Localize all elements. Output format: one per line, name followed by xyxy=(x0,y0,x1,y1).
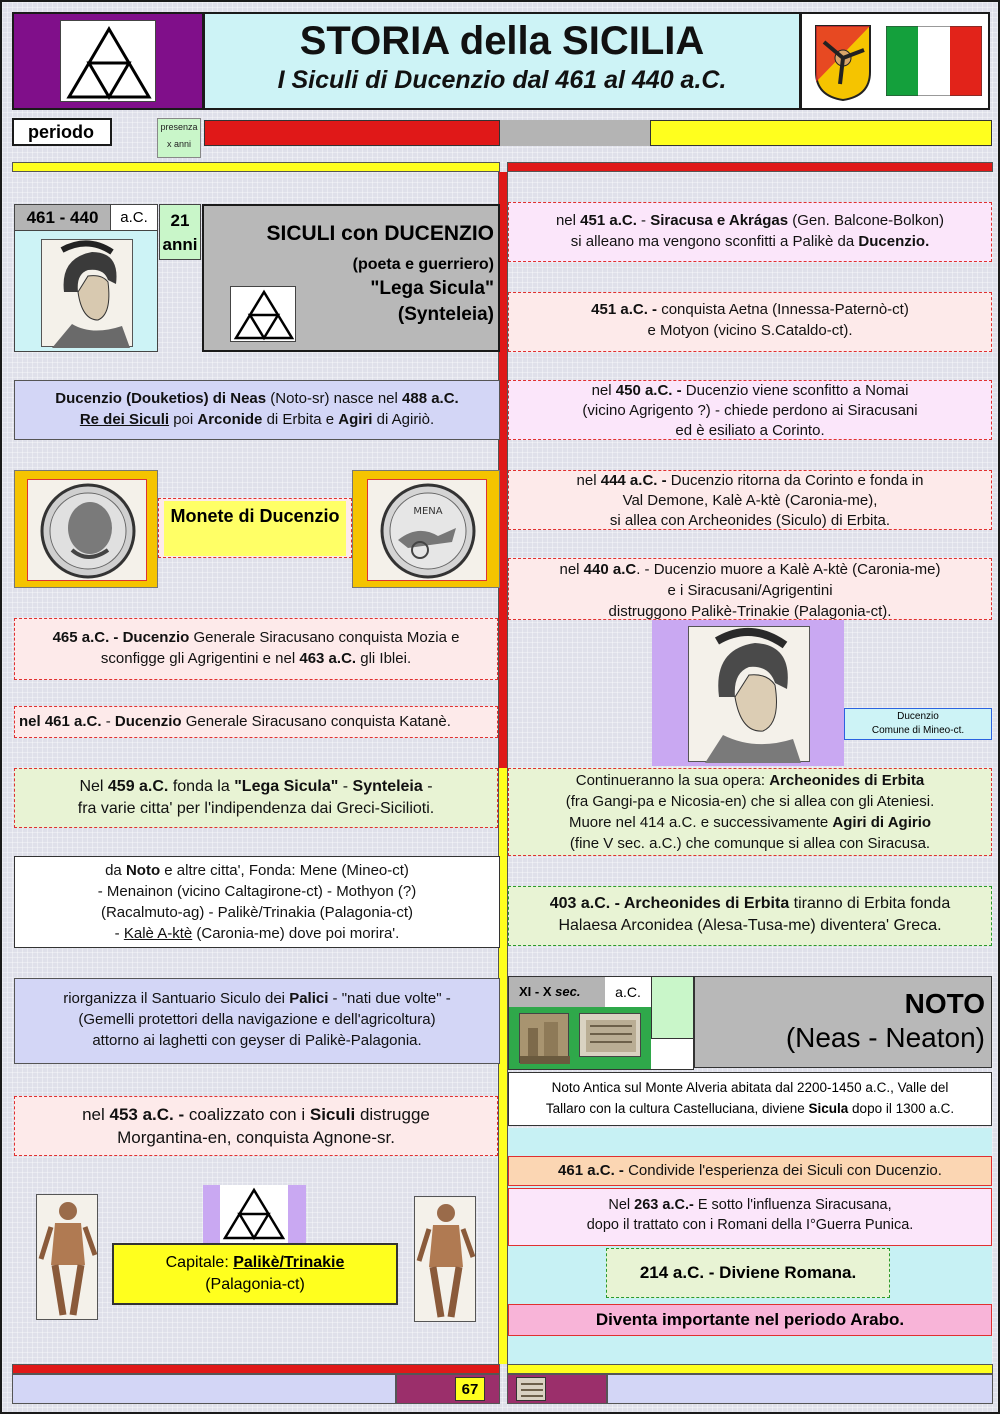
italian-flag-icon xyxy=(886,26,982,96)
section-header xyxy=(202,204,500,352)
artifact-icon xyxy=(517,1378,547,1402)
statue-right xyxy=(414,1196,476,1322)
event-444: nel 444 a.C. - Ducenzio ritorna da Corinto e fonda in Val Demone, Kalè A-ktè (Caronia-me), si allea con Archeonides (Siculo) di Erbita. xyxy=(508,470,992,530)
capital-box: Capitale: Palikè/Trinakie (Palagonia-ct) xyxy=(112,1243,398,1305)
event-451-alliance: nel 451 a.C. - Siracusa e Akrágas (Gen. Balcone-Bolkon) si alleano ma vengono sconfitti a Palikè da Ducenzio. xyxy=(508,202,992,262)
period-ac: a.C. xyxy=(111,205,157,231)
years-unit: anni xyxy=(162,235,198,254)
page-subtitle: I Siculi di Ducenzio dal 461 al 440 a.C. xyxy=(277,66,727,94)
cities-box: da Noto e altre citta', Fonda: Mene (Mineo-ct) - Menainon (vicino Caltagirone-ct) - Mothyon (?) (Racalmuto-ag) - Palikè/Trinakia (Palagonia-ct) - Kalè A-ktè (Caronia-me) dove poi morira'. xyxy=(14,856,500,948)
bio-box: Ducenzio (Douketios) di Neas (Noto-sr) nasce nel 488 a.C. Re dei Siculi poi Arconide di Erbita e Agiri di Agiriò. xyxy=(14,380,500,440)
sierpinski-triangle-icon xyxy=(231,287,297,343)
event-453: nel 453 a.C. - coalizzato con i Siculi distrugge Morgantina-en, conquista Agnone-sr. xyxy=(14,1096,498,1156)
footer-right-strip xyxy=(607,1374,993,1404)
timeline-bar-left xyxy=(12,162,500,172)
ruins-icon xyxy=(520,1014,570,1064)
artifact-icon xyxy=(580,1014,642,1058)
event-403: 403 a.C. - Archeonides di Erbita tiranno di Erbita fonda Halaesa Arconidea (Alesa-Tusa-me) diventera' Greca. xyxy=(508,886,992,946)
coin-head-icon xyxy=(28,480,148,582)
noto-period-ac: a.C. xyxy=(615,984,641,1000)
section-league-alt: (Synteleia) xyxy=(397,304,494,325)
noto-artifact-photo xyxy=(579,1013,641,1057)
trinacria-emblem-icon xyxy=(812,22,874,102)
coin-legend: MENA xyxy=(413,506,443,517)
event-450: nel 450 a.C. - Ducenzio viene sconfitto a Nomai (vicino Agrigento ?) - chiede perdono ai Siracusani ed è esiliato a Corinto. xyxy=(508,380,992,440)
period-range: 461 - 440 xyxy=(15,205,111,231)
title-box xyxy=(203,12,801,110)
event-461-left: nel 461 a.C. - Ducenzio Generale Siracusano conquista Katanè. xyxy=(14,706,498,738)
section-role: (poeta e guerriero) xyxy=(352,256,494,273)
event-440: nel 440 a.C. - Ducenzio muore a Kalè A-ktè (Caronia-me) e i Siracusani/Agrigentini distruggono Palikè-Trinakie (Palagonia-ct). xyxy=(508,558,992,620)
bust-caption: Ducenzio Comune di Mineo-ct. xyxy=(844,708,992,740)
emblem-box xyxy=(800,12,990,110)
warrior-helmet-icon xyxy=(42,240,134,348)
coin-chariot-icon xyxy=(368,480,488,582)
noto-ruins-photo xyxy=(519,1013,569,1063)
noto-period-box xyxy=(508,976,694,1070)
sierpinski-triangle-icon xyxy=(61,21,157,103)
statue-warrior-icon xyxy=(415,1197,477,1323)
continuation-box: Continueranno la sua opera: Archeonides di Erbita (fra Gangi-pa e Nicosia-en) che si allea con gli Ateniesi. Muore nel 414 a.C. e successivamente Agiri di Agirio (fine V sec. a.C.) che comunque si allea con Siracusa. xyxy=(508,768,992,856)
page-number: 67 xyxy=(455,1377,485,1401)
noto-event-461: 461 a.C. - Condivide l'esperienza dei Siculi con Ducenzio. xyxy=(508,1156,992,1186)
coin-left-frame xyxy=(14,470,158,588)
years-value: 21 xyxy=(170,211,190,230)
section-league: "Lega Sicula" xyxy=(370,278,494,299)
years-box xyxy=(159,204,201,260)
footer-purple-left xyxy=(396,1374,500,1404)
sierpinski-triangle-icon xyxy=(220,1185,288,1243)
footer-bar-left-red xyxy=(12,1364,500,1374)
footer-thumbnail xyxy=(516,1377,546,1401)
timeline-bar-right xyxy=(507,162,993,172)
noto-arabo: Diventa importante nel periodo Arabo. xyxy=(508,1304,992,1336)
capital-triangle-frame xyxy=(203,1185,306,1243)
presenza-legend: presenza x anni xyxy=(157,118,201,158)
noto-header xyxy=(694,976,992,1068)
footer-left-strip xyxy=(12,1374,396,1404)
ducenzio-bust-icon xyxy=(689,627,811,763)
coins-label: Monete di Ducenzio xyxy=(164,501,346,556)
presence-bar-grey xyxy=(500,120,650,146)
palici-box: riorganizza il Santuario Siculo dei Palici - "nati due volte" - (Gemelli protettori della navigazione e dell'agricoltura) attorno ai laghetti con geyser di Palikè-Palagonia. xyxy=(14,978,500,1064)
footer-bar-right-yellow xyxy=(507,1364,993,1374)
noto-description: Noto Antica sul Monte Alveria abitata dal 2200-1450 a.C., Valle del Tallaro con la cultura Castelluciana, diviene Sicula dopo il 1300 a.C. xyxy=(508,1072,992,1126)
event-465: 465 a.C. - Ducenzio Generale Siracusano conquista Mozia e sconfigge gli Agrigentini e nel 463 a.C. gli Iblei. xyxy=(14,618,498,680)
event-459: Nel 459 a.C. fonda la "Lega Sicula" - Synteleia - fra varie citta' per l'indipendenza dai Greci-Sicilioti. xyxy=(14,768,498,828)
statue-left xyxy=(36,1194,98,1320)
noto-subtitle: (Neas - Neaton) xyxy=(785,1022,985,1053)
footer-purple-right xyxy=(507,1374,607,1404)
noto-period: XI - X sec. xyxy=(509,977,605,1007)
section-title: SICULI con DUCENZIO xyxy=(266,222,494,245)
ducenzio-portrait xyxy=(41,239,133,347)
coins-label-box xyxy=(158,498,352,558)
period-box xyxy=(14,204,158,352)
noto-event-214: 214 a.C. - Diviene Romana. xyxy=(606,1248,890,1298)
page-title: STORIA della SICILIA xyxy=(299,19,705,63)
presence-bar-red xyxy=(204,120,500,146)
presence-bar-yellow xyxy=(650,120,992,146)
noto-title: NOTO xyxy=(904,988,985,1019)
periodo-label: periodo xyxy=(12,118,112,146)
statue-warrior-icon xyxy=(37,1195,99,1321)
coin-right-frame xyxy=(352,470,500,588)
event-451-conquest: 451 a.C. - conquista Aetna (Innessa-Paternò-ct) e Motyon (vicino S.Cataldo-ct). xyxy=(508,292,992,352)
noto-event-263: Nel 263 a.C.- E sotto l'influenza Siracusana, dopo il trattato con i Romani della I°Guerra Punica. xyxy=(508,1188,992,1246)
logo-box xyxy=(12,12,204,110)
bust-frame xyxy=(652,620,844,766)
